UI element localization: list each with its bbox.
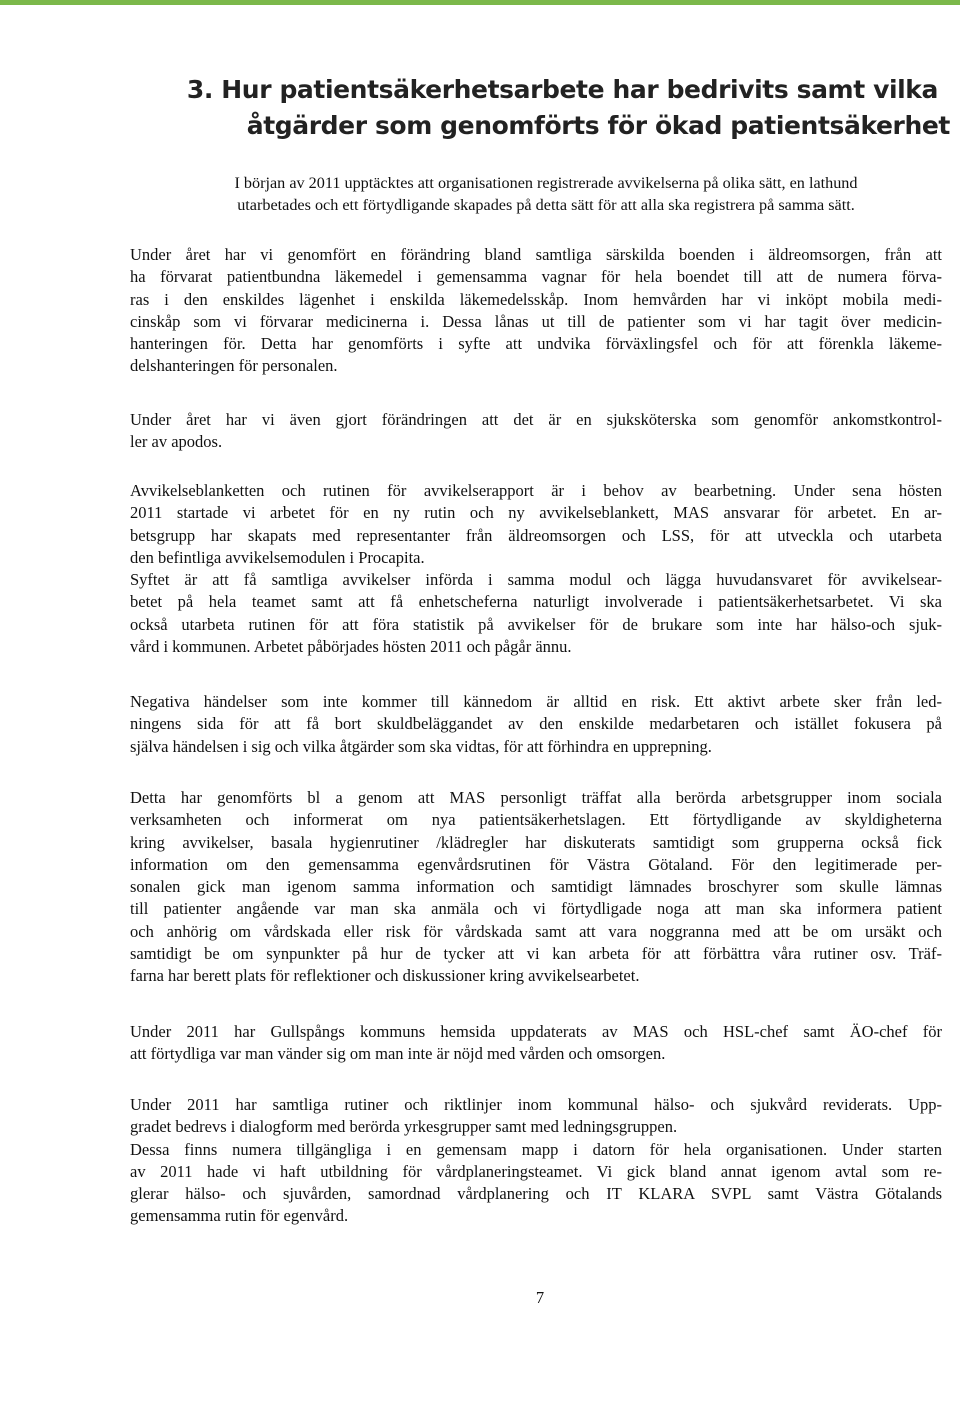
text-line: den befintliga avvikelsemodulen i Procapita. [130, 547, 425, 567]
heading-line-2: åtgärder som genomförts för ökad patientsäkerhet [246, 111, 950, 140]
header-accent-rule [0, 0, 960, 5]
text-line: hanteringen för. Detta har genomförts i syfte att undvika förväxlingsfel och för att förenkla läkeme- [130, 334, 942, 354]
text-line: till patienter angående var man ska anmäla och vi förtydligade noga att man ska informera patient [130, 899, 942, 919]
text-line: Avvikelseblanketten och rutinen för avvikelserapport är i behov av bearbetning. Under sena hösten [130, 481, 942, 500]
text-line: själva händelsen i sig och vilka åtgärder som ska vidtas, för att förhindra en upprepning. [130, 736, 712, 756]
text-line: och anhörig om vårdskada eller risk för vårdskada samt att vara noggranna med att be om ursäkt och [130, 921, 942, 941]
paragraph-arrival-checks [130, 409, 942, 454]
text-line: verksamheten och informerat om nya patientsäkerhetslagen. Ett förtydligande av skyldigheterna [130, 810, 942, 830]
text-line: gemensamma rutin för egenvård. [130, 1206, 349, 1226]
text-line: delshanteringen för personalen. [130, 356, 338, 376]
intro-paragraph [150, 172, 942, 217]
paragraph-medication-storage [130, 244, 942, 378]
paragraph-mas-meetings [130, 787, 942, 988]
text-line: gradet bedrevs i dialogform med berörda yrkesgrupper samt med ledningsgruppen. [130, 1117, 678, 1137]
paragraph-routines-revised [130, 1094, 942, 1228]
text-line: farna har berett plats för reflektioner och diskussioner kring avvikelsearbetet. [130, 966, 640, 986]
paragraph-negative-events [130, 691, 942, 758]
heading-line-1: 3. Hur patientsäkerhetsarbete har bedrivits samt vilka [186, 75, 938, 104]
page-number: 7 [535, 1288, 545, 1307]
text-line: Dessa finns numera tillgängliga i en gemensam mapp i datorn för hela organisationen. Under starten [130, 1139, 942, 1159]
text-line: vård i kommunen. Arbetet påbörjades hösten 2011 och pågår ännu. [130, 637, 572, 657]
text-line: utarbetades och ett förtydligande skapades på detta sätt för att alla ska registrera på samma sätt. [237, 196, 855, 215]
text-line: Negativa händelser som inte kommer till kännedom är alltid en risk. Ett aktivt arbete sker från led- [130, 692, 942, 711]
text-line: 2011 startade vi arbetet för en ny rutin och ny avvikelseblankett, MAS ansvarar för arbetet. En ar- [130, 503, 942, 523]
text-line: betet på hela teamet samt att få enhetscheferna naturligt involverade i patientsäkerhetsarbetet. Vi ska [130, 592, 942, 612]
text-line: kring avvikelser, basala hygienrutiner /klädregler har diskuterats samtidigt som grupperna också fick [130, 832, 942, 852]
text-line: ha förvarat patientbundna läkemedel i gemensamma vagnar för hela boendet till att de numera förva- [130, 267, 942, 287]
text-line: information om den gemensamma egenvårdsrutinen för Västra Götaland. För den legitimerade per- [130, 854, 942, 874]
text-line: att förtydliga var man vänder sig om man inte är nöjd med vården och omsorgen. [130, 1044, 666, 1064]
text-line: också utarbeta rutinen för att föra statistik på avvikelser för de brukare som inte har hälso-och sjuk- [130, 614, 942, 634]
section-heading [150, 72, 950, 144]
text-line: av 2011 hade vi haft utbildning för vårdplaneringsteamet. Vi gick bland annat igenom avtal som re- [130, 1161, 942, 1181]
text-line: ler av apodos. [130, 432, 223, 452]
text-line: Under året har vi genomfört en förändring bland samtliga särskilda boenden i äldreomsorgen, från att [130, 245, 942, 264]
text-line: Syftet är att få samtliga avvikelser införda i samma modul och lägga huvudansvaret för avvikelsear- [130, 570, 942, 590]
text-line: Detta har genomförts bl a genom att MAS personligt träffat alla berörda arbetsgrupper inom sociala [130, 788, 942, 807]
text-line: ras i den enskildes lägenhet i enskilda läkemedelsskåp. Inom hemvården har vi inköpt mobila medi- [130, 289, 942, 309]
text-line: Under 2011 har Gullspångs kommuns hemsida uppdaterats av MAS och HSL-chef samt ÄO-chef för [130, 1022, 942, 1041]
paragraph-deviation-form [130, 480, 942, 658]
text-line: cinskåp som vi förvarar medicinerna i. Dessa lånas ut till de patienter som vi har tagit över medicin- [130, 311, 942, 331]
text-line: sonalen gick man igenom samma information och samtidigt lämnades broschyrer som skulle lämnas [130, 877, 942, 897]
paragraph-website-update [130, 1021, 942, 1066]
text-line: I början av 2011 upptäcktes att organisationen registrerade avvikelserna på olika sätt, en lathund [234, 174, 858, 192]
text-line: betsgrupp har skapats med representanter från äldreomsorgen och LSS, för att utveckla och utarbeta [130, 525, 942, 545]
text-line: Under 2011 har samtliga rutiner och riktlinjer inom kommunal hälso- och sjukvård reviderats. Upp- [130, 1095, 942, 1114]
text-line: glerar hälso- och sjuvården, samordnad vårdplanering och IT KLARA SVPL samt Västra Götalands [130, 1184, 942, 1204]
text-line: samtidigt be om synpunkter på hur de tycker att vi kan arbeta för att förbättra våra rutiner osv. Träf- [130, 944, 942, 964]
text-line: Under året har vi även gjort förändringen att det är en sjuksköterska som genomför ankomstkontrol- [130, 410, 942, 429]
text-line: ningens sida för att få bort skuldbeläggandet av den enskilde medarbetaren och istället fokusera på [130, 714, 942, 734]
